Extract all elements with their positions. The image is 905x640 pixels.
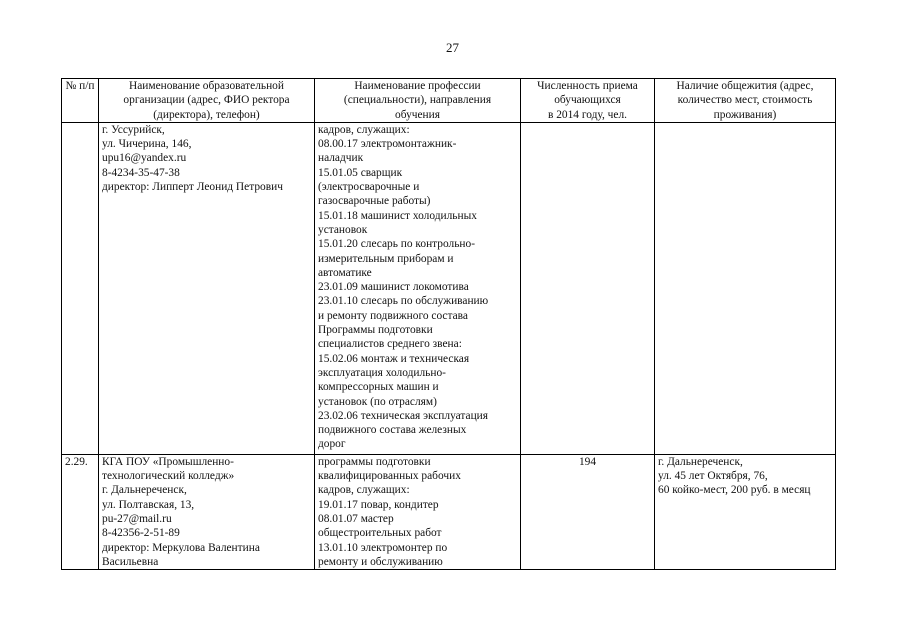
text-line: г. Дальнереченск, <box>658 455 743 468</box>
header-organization <box>99 79 315 123</box>
header-enrollment <box>521 79 655 123</box>
text-line: ул. Полтавская, 13, <box>102 498 195 511</box>
header-number <box>62 79 99 123</box>
enrollment-cell <box>521 122 655 454</box>
table-row <box>62 122 836 454</box>
text-line: 23.02.06 техническая эксплуатация <box>318 409 488 422</box>
text-line: 23.01.09 машинист локомотива <box>318 281 469 294</box>
text-line: 13.01.10 электромонтер по <box>318 541 448 554</box>
text-line: кадров, служащих: <box>318 484 410 497</box>
text-line: технологический колледж» <box>102 470 235 483</box>
text-line: проживания) <box>713 108 777 121</box>
text-line: г. Уссурийск, <box>102 123 165 136</box>
text-line: организации (адрес, ФИО ректора <box>123 94 290 107</box>
dormitory-cell <box>655 454 836 569</box>
text-line: 8-4234-35-47-38 <box>102 166 180 179</box>
text-line: автоматике <box>318 266 372 279</box>
header-dormitory <box>655 79 836 123</box>
text-line: pu-27@mail.ru <box>102 513 172 526</box>
text-line: дорог <box>318 438 346 451</box>
text-line: upu16@yandex.ru <box>102 152 187 165</box>
text-line: количество мест, стоимость <box>677 94 813 107</box>
text-line: (специальности), направления <box>343 94 492 107</box>
text-line: 15.02.06 монтаж и техническая <box>318 352 470 365</box>
text-line: газосварочные работы) <box>318 195 431 208</box>
text-line: Численность приема <box>537 80 638 92</box>
row-number: 2.29. <box>62 454 99 569</box>
row-number <box>62 122 99 454</box>
text-line: Наличие общежития (адрес, <box>676 80 814 92</box>
text-line: КГА ПОУ «Промышленно- <box>102 455 234 468</box>
text-line: 15.01.05 сварщик <box>318 166 403 179</box>
text-line: 15.01.20 слесарь по контрольно- <box>318 238 475 251</box>
text-line: и ремонту подвижного состава <box>318 309 468 322</box>
text-line: 08.01.07 мастер <box>318 513 394 526</box>
text-line: директор: Меркулова Валентина <box>102 541 260 554</box>
text-line: 15.01.18 машинист холодильных <box>318 209 477 222</box>
text-line: эксплуатация холодильно- <box>318 366 446 379</box>
admissions-table <box>61 78 836 570</box>
text-line: Наименование образовательной <box>129 80 284 92</box>
text-line: ул. Чичерина, 146, <box>102 138 192 151</box>
text-line: 23.01.10 слесарь по обслуживанию <box>318 295 489 308</box>
professions-cell <box>315 122 521 454</box>
text-line: кадров, служащих: <box>318 123 410 136</box>
text-line: программы подготовки <box>318 455 431 468</box>
text-line: ул. 45 лет Октября, 76, <box>658 470 768 483</box>
text-line: специалистов среднего звена: <box>318 338 462 351</box>
text-line: Программы подготовки <box>318 324 433 337</box>
enrollment-cell <box>521 454 655 569</box>
text-line: подвижного состава железных <box>318 424 467 437</box>
text-line: Васильевна <box>102 555 159 568</box>
table-header-row <box>62 79 836 123</box>
text-line: Наименование профессии <box>354 80 481 92</box>
text-line: 08.00.17 электромонтажник- <box>318 138 457 151</box>
text-line: (директора), телефон) <box>153 108 260 121</box>
text-line: 194 <box>578 455 597 468</box>
text-line: 8-42356-2-51-89 <box>102 527 180 540</box>
text-line: (электросварочные и <box>318 181 420 194</box>
text-line: компрессорных машин и <box>318 381 439 394</box>
text-line: № п/п <box>65 80 95 92</box>
header-profession <box>315 79 521 123</box>
organization-cell <box>99 454 315 569</box>
organization-cell <box>99 122 315 454</box>
dormitory-cell <box>655 122 836 454</box>
text-line: наладчик <box>318 152 364 165</box>
text-line: ремонту и обслуживанию <box>318 555 443 568</box>
text-line: установок (по отраслям) <box>318 395 437 408</box>
text-line: квалифицированных рабочих <box>318 470 461 483</box>
text-line: обучающихся <box>554 94 621 107</box>
text-line: 19.01.17 повар, кондитер <box>318 498 439 511</box>
text-line: измерительным приборам и <box>318 252 454 265</box>
text-line: обучения <box>395 108 440 121</box>
table-row <box>62 454 836 569</box>
text-line: в 2014 году, чел. <box>548 108 627 121</box>
text-line: директор: Липперт Леонид Петрович <box>102 181 283 194</box>
professions-cell <box>315 454 521 569</box>
text-line: 60 койко-мест, 200 руб. в месяц <box>658 484 811 497</box>
text-line: установок <box>318 223 368 236</box>
text-line: общестроительных работ <box>318 527 442 540</box>
page-number: 27 <box>446 40 459 55</box>
text-line: г. Дальнереченск, <box>102 484 187 497</box>
